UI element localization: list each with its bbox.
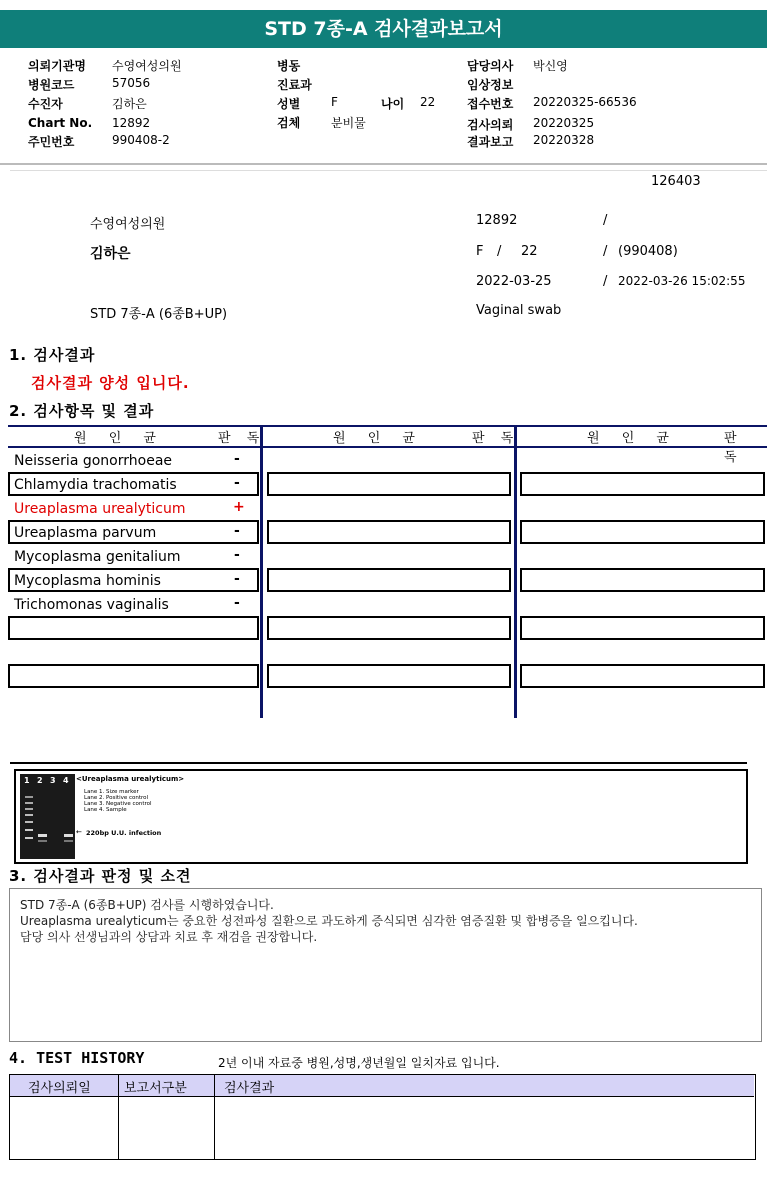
column-divider (514, 425, 517, 718)
row-box (267, 616, 511, 640)
document-number: 126403 (651, 174, 701, 189)
header-value: 김하은 (112, 97, 147, 111)
history-table (9, 1074, 756, 1160)
gel-arrow-icon: ← (76, 828, 82, 836)
header-label: 진료과 (277, 78, 312, 92)
pathogen-name: Ureaplasma parvum (14, 525, 157, 541)
pathogen-result: - (234, 475, 240, 491)
header-value: 분비물 (331, 116, 366, 130)
header-value: 박신영 (533, 59, 568, 73)
col-header-pathogen: 원 인 균 (587, 431, 678, 446)
row-box (520, 520, 765, 544)
result-positive-text: 검사결과 양성 입니다. (31, 374, 190, 392)
summary-separator: / (603, 244, 608, 259)
pathogen-result: - (234, 451, 240, 467)
section3-heading: 3. 검사결과 판정 및 소견 (9, 867, 192, 885)
header-value: 12892 (112, 116, 151, 130)
summary-chart-no: 12892 (476, 213, 518, 228)
history-header-row (10, 1075, 754, 1097)
header-label: 병원코드 (28, 78, 75, 92)
row-box (520, 568, 765, 592)
header-divider (0, 163, 767, 165)
column-divider (260, 425, 263, 718)
header-label: 수진자 (28, 97, 63, 111)
header-value: 20220325 (533, 116, 595, 130)
header-label: 담당의사 (467, 59, 514, 73)
pathogen-result: - (234, 523, 240, 539)
row-box (267, 664, 511, 688)
summary-age: 22 (521, 244, 538, 259)
col-header-pathogen: 원 인 균 (333, 431, 424, 446)
section1-heading: 1. 검사결과 (9, 346, 96, 364)
header-label: 성별 (277, 97, 301, 111)
header-value: 20220328 (533, 133, 595, 147)
header-value: 990408-2 (112, 133, 170, 147)
history-col-header: 검사결과 (224, 1081, 275, 1096)
pathogen-result: - (234, 571, 240, 587)
gel-lane-number: 3 (50, 776, 56, 785)
summary-specimen: Vaginal swab (476, 303, 562, 318)
gel-lane-number: 2 (37, 776, 43, 785)
pathogen-result: - (234, 595, 240, 611)
header-label: 병동 (277, 59, 301, 73)
pathogen-name: Neisseria gonorrhoeae (14, 453, 173, 469)
header-label: 검체 (277, 116, 301, 130)
summary-received-date: 2022-03-25 (476, 274, 552, 289)
row-box (8, 664, 259, 688)
summary-patient-name: 김하은 (90, 246, 131, 262)
header-value: 22 (420, 95, 436, 109)
header-value: 수영여성의원 (112, 59, 182, 73)
opinion-line: STD 7종-A (6종B+UP) 검사를 시행하였습니다. (20, 898, 274, 912)
col-header-judgement: 판 독 (218, 431, 266, 446)
opinion-line: 담당 의사 선생님과의 상담과 치료 후 재검을 권장합니다. (20, 930, 318, 944)
gel-title: <Ureaplasma urealyticum> (76, 775, 185, 783)
header-label: 검사의뢰 (467, 118, 514, 132)
summary-test-name: STD 7종-A (6종B+UP) (90, 307, 228, 322)
pathogen-result: - (234, 547, 240, 563)
header-value: 20220325-66536 (533, 95, 637, 109)
pathogen-result-positive: + (233, 499, 245, 515)
pathogen-name: Mycoplasma genitalium (14, 549, 181, 565)
opinion-line: Ureaplasma urealyticum는 중요한 성전파성 질환으로 과도하게 증식되면 심각한 염증질환 및 합병증을 일으킵니다. (20, 914, 638, 928)
gel-legend-item: Lane 4. Sample (84, 807, 127, 813)
gel-image (20, 774, 75, 859)
header-value: F (331, 95, 338, 109)
summary-separator: / (497, 244, 502, 259)
gel-lane-number: 1 (24, 776, 30, 785)
gel-legend-item: Lane 1. Size marker (84, 789, 139, 795)
gel-image-frame (14, 769, 748, 864)
gel-lane-number: 4 (63, 776, 69, 785)
row-box (520, 664, 765, 688)
gel-legend-item: Lane 2. Positive control (84, 795, 149, 801)
row-box (267, 520, 511, 544)
header-label: 임상정보 (467, 78, 514, 92)
table-header-rule (8, 446, 767, 448)
col-header-pathogen: 원 인 균 (74, 431, 165, 446)
pathogen-name: Trichomonas vaginalis (14, 597, 169, 613)
section2-heading: 2. 검사항목 및 결과 (9, 402, 155, 420)
col-header-judgement: 판 독 (472, 431, 520, 446)
pathogen-name: Mycoplasma hominis (14, 573, 161, 589)
history-note: 2년 이내 자료중 병원,성명,생년월일 일치자료 입니다. (218, 1056, 500, 1070)
summary-separator: / (603, 274, 608, 289)
opinion-box (9, 888, 762, 1042)
header-label: Chart No. (28, 116, 93, 130)
history-col-divider (118, 1075, 119, 1159)
gel-legend-item: Lane 3. Negative control (84, 801, 152, 807)
header-value: 57056 (112, 76, 151, 90)
header-label: 접수번호 (467, 97, 514, 111)
summary-birth: (990408) (618, 244, 678, 259)
history-col-header: 검사의뢰일 (28, 1081, 91, 1096)
summary-separator: / (603, 213, 608, 228)
row-box (520, 616, 765, 640)
summary-sex: F (476, 244, 484, 259)
header-label: 나이 (381, 97, 405, 111)
pathogen-name-positive: Ureaplasma urealyticum (14, 501, 186, 517)
row-box (8, 616, 259, 640)
history-col-divider (214, 1075, 215, 1159)
report-title: STD 7종-A 검사결과보고서 (0, 10, 767, 48)
row-box (267, 568, 511, 592)
summary-hospital: 수영여성의원 (90, 217, 166, 232)
col-header-judgement: 판 독 (724, 431, 743, 465)
summary-reported-datetime: 2022-03-26 15:02:55 (618, 274, 746, 288)
section4-heading: 4. TEST HISTORY (9, 1049, 145, 1067)
header-divider-thin (10, 170, 767, 171)
pathogen-name: Chlamydia trachomatis (14, 477, 177, 493)
history-col-header: 보고서구분 (124, 1081, 187, 1096)
gel-top-rule (10, 762, 747, 764)
header-label: 주민번호 (28, 135, 75, 149)
row-box (267, 472, 511, 496)
header-label: 의뢰기관명 (28, 59, 86, 73)
gel-band-label: 220bp U.U. infection (86, 829, 162, 837)
header-label: 결과보고 (467, 135, 514, 149)
row-box (520, 472, 765, 496)
